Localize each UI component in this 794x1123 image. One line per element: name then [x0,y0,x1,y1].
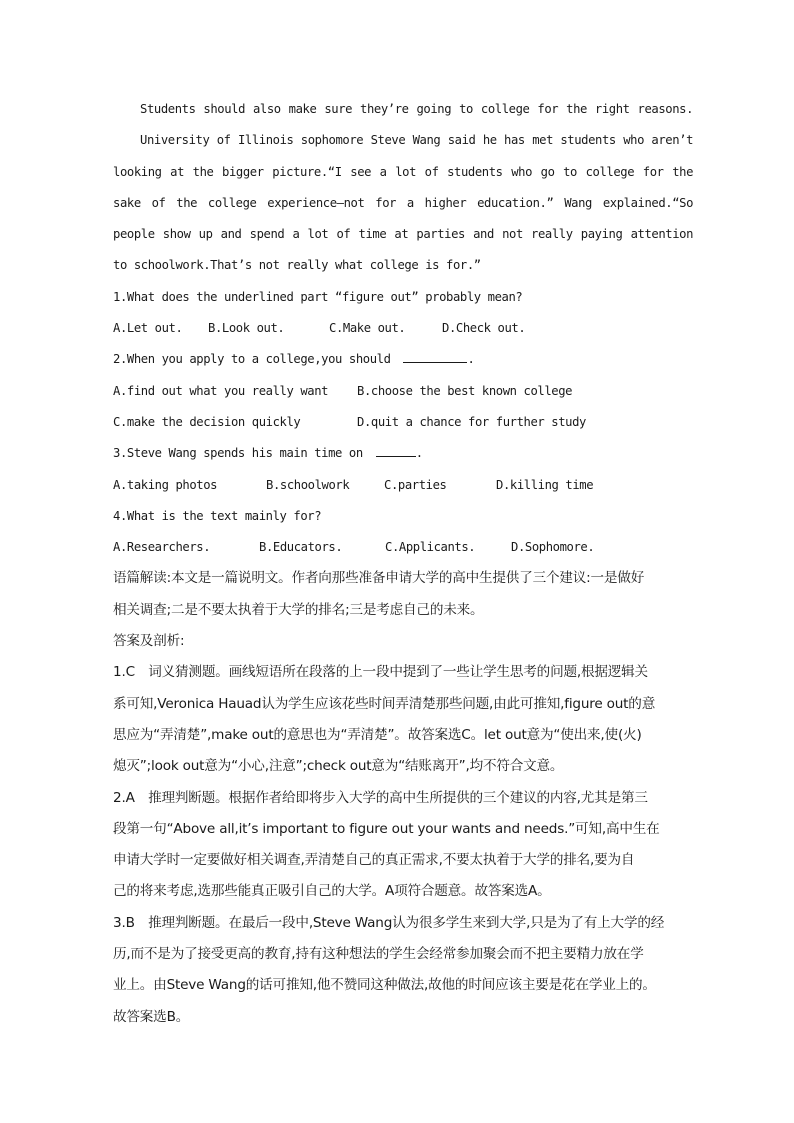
option-a: A.Let out. [113,321,183,336]
option-c: C.Applicants. [385,540,476,555]
option-b: B.Educators. [259,540,343,555]
analysis-line: 历,而不是为了接受更高的教育,持有这种想法的学生会经常参加聚会而不把主要精力放在学 [113,946,644,963]
question-options [113,532,693,563]
analysis-line: 思应为“弄清楚”,make out的意思也为“弄清楚”。故答案选C。let out意为“使出来,使(火) [113,726,642,743]
answer-blank [403,351,467,363]
option-c: C.parties [384,477,447,492]
question-1 [113,282,693,345]
answer-2-explanation [113,783,693,908]
question-stem: 1.What does the underlined part “figure out” probably mean? [113,289,523,304]
question-3 [113,438,693,501]
option-a: A.taking photos [113,477,218,492]
option-b: B.choose the best known college [357,383,573,398]
answer-1-explanation [113,657,693,782]
option-a: A.find out what you really want [113,383,329,398]
option-c: C.Make out. [329,321,406,336]
analysis-line: 申请大学时一定要做好相关调查,弄清楚自己的真正需求,不要太执着于大学的排名,要为自 [113,852,635,869]
passage-line: University of Illinois sophomore Steve Wang said he has met students who aren’t [140,133,693,148]
question-options [113,376,693,407]
option-b: B.Look out. [208,321,285,336]
stem-text: 2.When you apply to a college,you should [113,352,391,367]
stem-text: 3.Steve Wang spends his main time on [113,446,363,461]
question-stem [113,438,693,469]
analysis-line: 熄灭”;look out意为“小心,注意”;check out意为“结账离开”,均不符合文意。 [113,758,564,775]
question-4 [113,501,693,564]
answer-3-explanation [113,908,693,1033]
analysis-line: 语篇解读:本文是一篇说明文。作者向那些准备申请大学的高中生提供了三个建议:一是做好 [113,570,645,587]
stem-end: . [467,352,475,367]
option-a: A.Researchers. [113,540,211,555]
answer-heading: 答案及剖析: [113,633,185,650]
analysis-line: 段第一句“Above all,it’s important to figure out your wants and needs.”可知,高中生在 [113,820,660,837]
passage-analysis [113,563,693,1032]
option-b: B.schoolwork [266,477,350,492]
passage-line: sake of the college experience—not for a higher education.” Wang explained.“So [113,195,693,210]
analysis-line: 故答案选B。 [113,1008,190,1025]
question-options [113,470,693,501]
passage-line: to schoolwork.That’s not really what college is for.” [113,258,481,273]
question-options [113,313,693,344]
question-2 [113,344,693,438]
analysis-line: 系可知,Veronica Hauad认为学生应该花些时间弄清楚那些问题,由此可推知,figure out的意 [113,695,656,712]
analysis-line: 1.C 词义猜测题。画线短语所在段落的上一段中提到了一些让学生思考的问题,根据逻辑关 [113,664,648,681]
analysis-line: 业上。由Steve Wang的话可推知,他不赞同这种做法,故他的时间应该主要是花在学业上的。 [113,977,656,994]
analysis-line: 3.B 推理判断题。在最后一段中,Steve Wang认为很多学生来到大学,只是为了有上大学的经 [113,914,665,931]
document-page [113,94,693,1033]
stem-end: . [415,446,423,461]
analysis-line: 己的将来考虑,选那些能真正吸引自己的大学。A项符合题意。故答案选A。 [113,883,551,900]
analysis-line: 相关调查;二是不要太执着于大学的排名;三是考虑自己的未来。 [113,601,484,618]
option-d: D.quit a chance for further study [357,414,586,429]
question-stem [113,344,693,375]
question-options [113,407,693,438]
option-d: D.Sophomore. [511,540,595,555]
option-c: C.make the decision quickly [113,414,301,429]
question-stem: 4.What is the text mainly for? [113,508,322,523]
option-d: D.killing time [496,477,594,492]
passage-line: looking at the bigger picture.“I see a lot of students who go to college for the [113,164,693,179]
passage-line: people show up and spend a lot of time at parties and not really paying attention [113,227,693,242]
answer-blank [376,445,416,457]
passage-line: Students should also make sure they’re going to college for the right reasons. [140,102,693,116]
analysis-line: 2.A 推理判断题。根据作者给即将步入大学的高中生所提供的三个建议的内容,尤其是第三 [113,789,648,806]
option-d: D.Check out. [442,321,526,336]
passage [113,94,693,282]
